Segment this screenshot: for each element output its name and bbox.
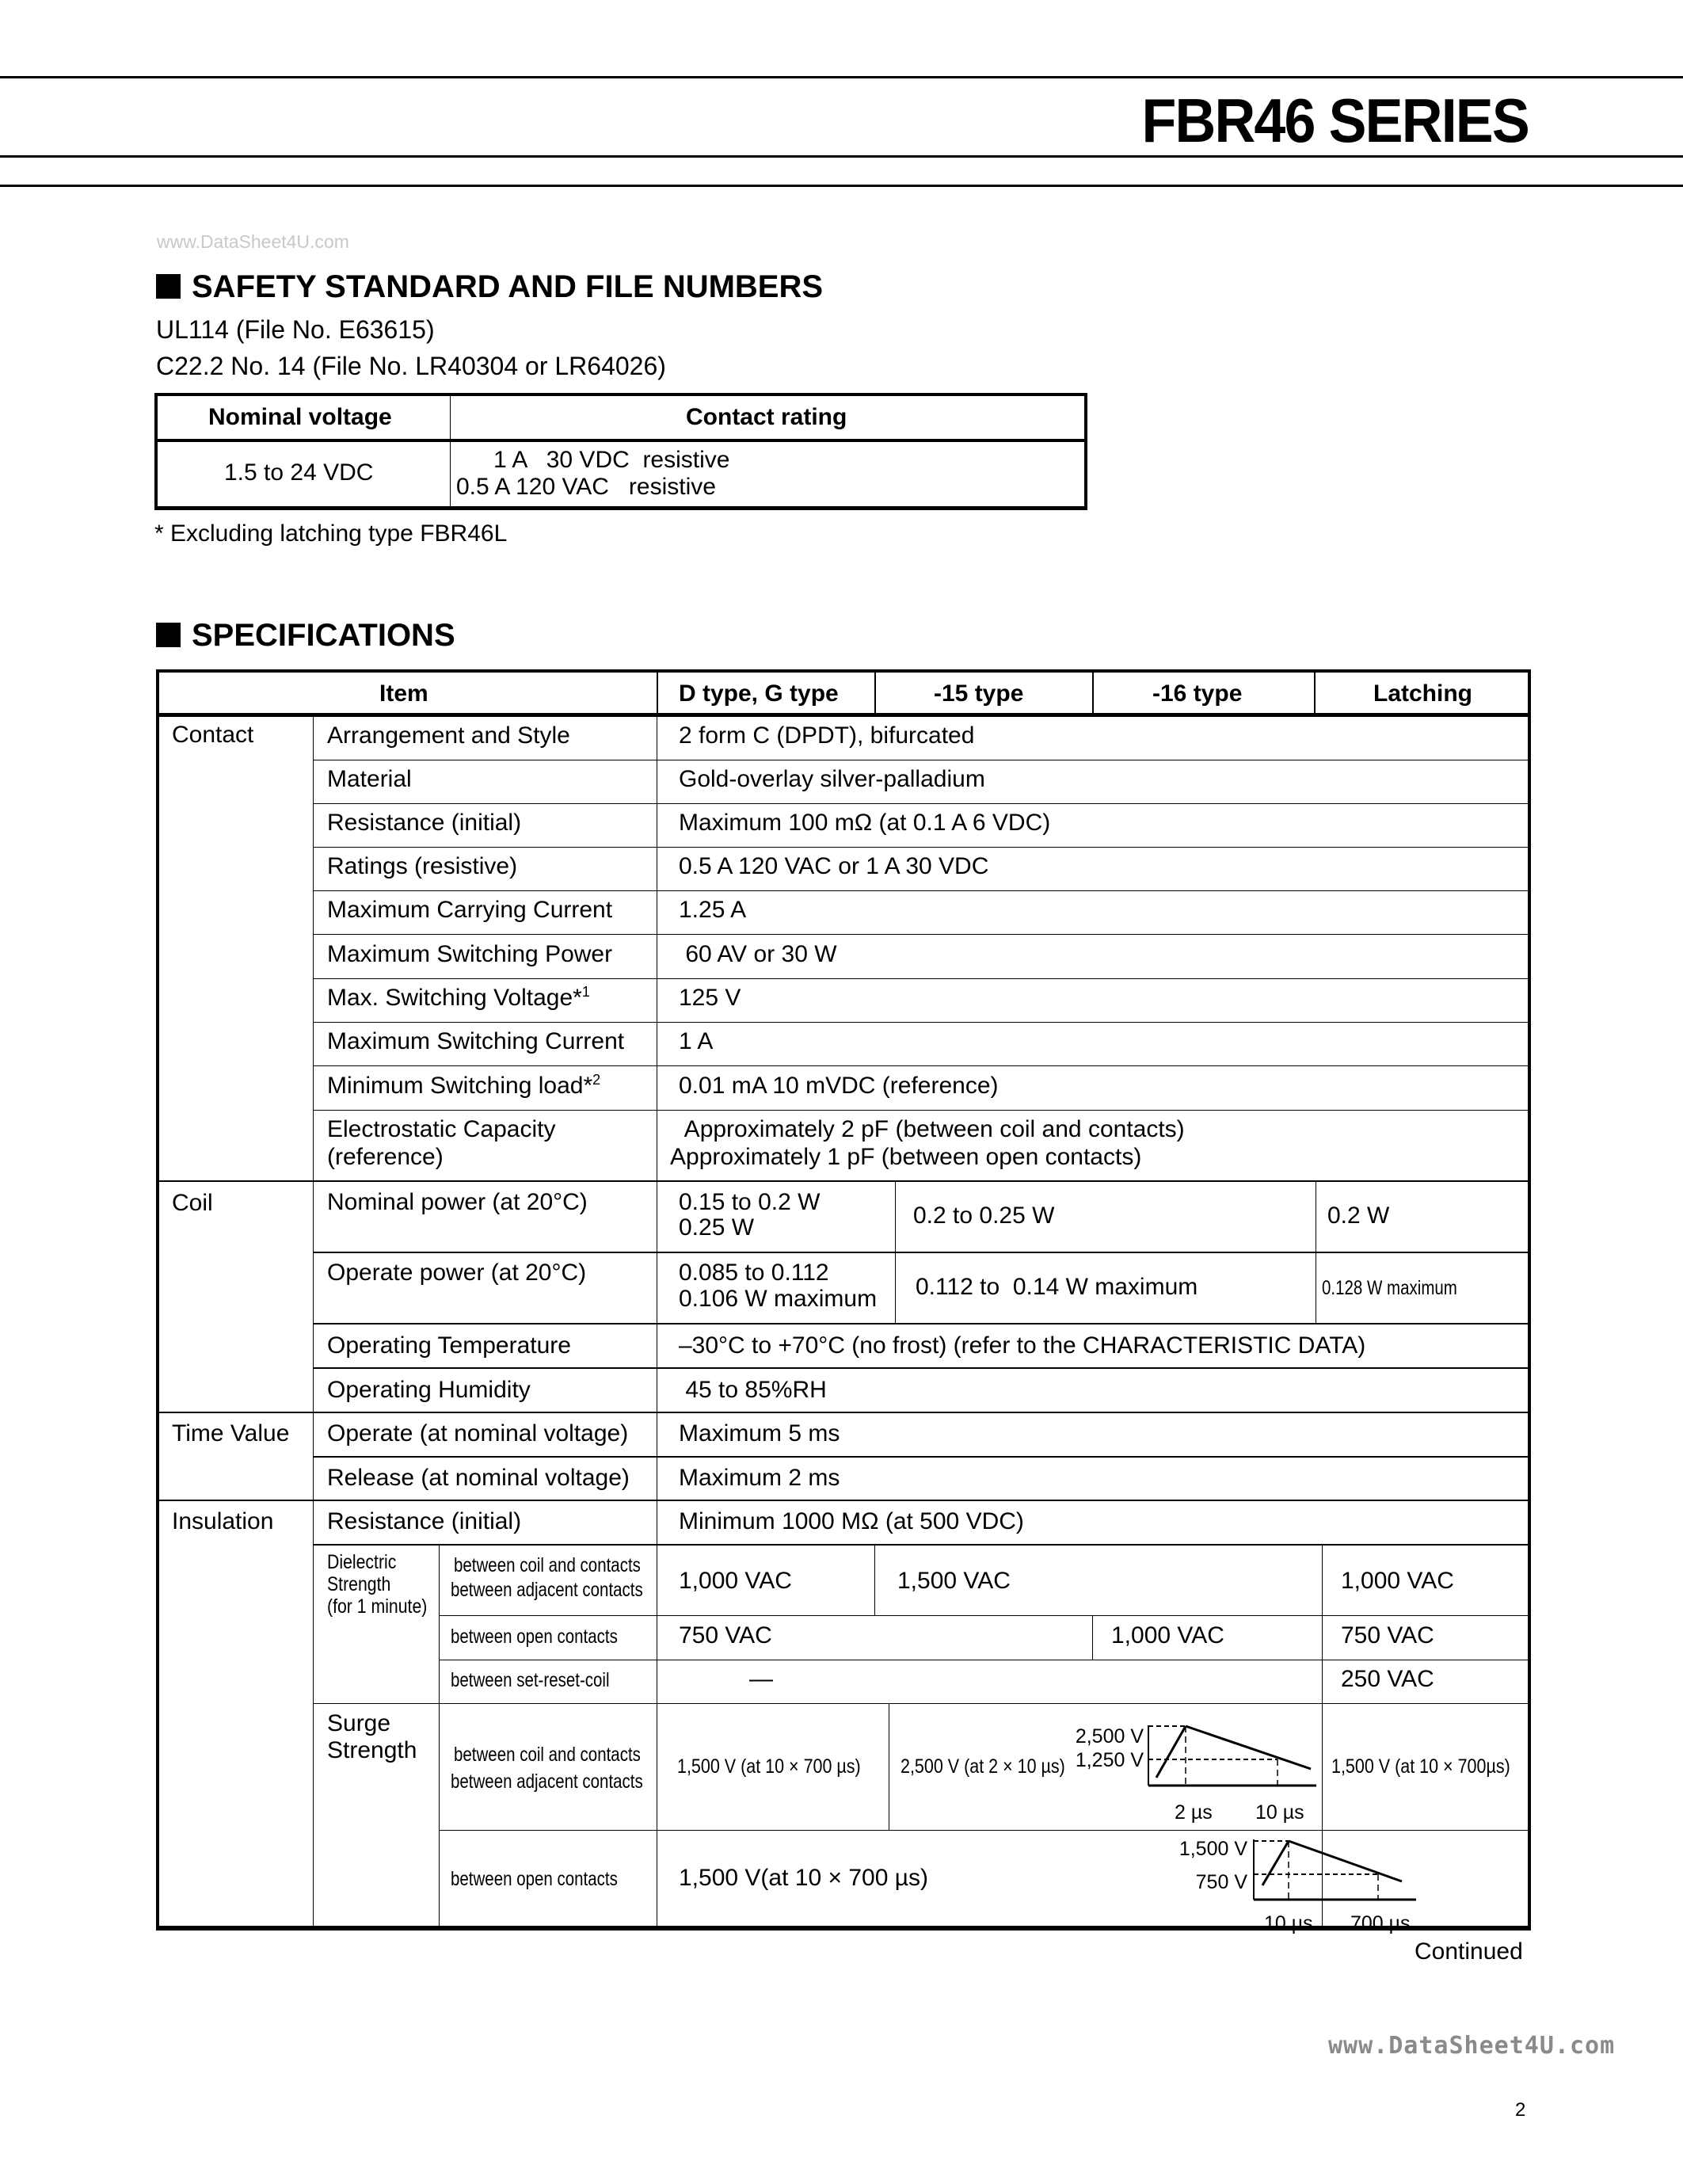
safety-header-voltage: Nominal voltage bbox=[208, 404, 392, 430]
value-nominal-power-dg-2: 0.25 W bbox=[679, 1214, 755, 1241]
item-max-switching-voltage: Max. Switching Voltage*$^1$ bbox=[327, 984, 590, 1011]
value-min-switching-load: 0.01 mA 10 mVDC (reference) bbox=[679, 1073, 999, 1099]
header-rule-top bbox=[0, 76, 1683, 78]
col-divider bbox=[657, 673, 658, 715]
surge-label-1: Surge bbox=[327, 1710, 391, 1736]
item-ratings: Ratings (resistive) bbox=[327, 853, 518, 879]
dielectric-label-1: Dielectric bbox=[327, 1551, 397, 1573]
group-time-value: Time Value bbox=[172, 1420, 290, 1446]
dielectric-set-reset-latching: 250 VAC bbox=[1341, 1666, 1434, 1692]
value-max-switching-voltage: 125 V bbox=[679, 985, 741, 1011]
value-max-carrying-current: 1.25 A bbox=[679, 897, 747, 923]
row-divider bbox=[439, 1830, 1528, 1831]
header-rule-bottom bbox=[0, 185, 1683, 187]
safety-line-ul: UL114 (File No. E63615) bbox=[156, 315, 435, 344]
surge-open-value: 1,500 V(at 10 × 700 µs) bbox=[679, 1865, 928, 1891]
item-operate-power: Operate power (at 20°C) bbox=[327, 1260, 587, 1286]
svg-text:1,250 V: 1,250 V bbox=[1075, 1749, 1144, 1771]
surge-sub-coil-contacts: between coil and contacts bbox=[454, 1744, 641, 1766]
value-nominal-power-dg-1: 0.15 to 0.2 W bbox=[679, 1189, 821, 1215]
safety-line-csa: C22.2 No. 14 (File No. LR40304 or LR64026) bbox=[156, 352, 666, 380]
group-insulation: Insulation bbox=[172, 1508, 274, 1534]
header-divider bbox=[159, 713, 1528, 717]
row-divider bbox=[313, 1367, 1528, 1369]
safety-contact-rating-1: 1 A 30 VDC resistive bbox=[493, 447, 730, 473]
header-latching: Latching bbox=[1373, 680, 1472, 707]
row-divider bbox=[313, 1022, 1528, 1023]
specifications-table bbox=[156, 669, 1531, 1931]
group-contact: Contact bbox=[172, 722, 254, 748]
svg-text:2,500 V: 2,500 V bbox=[1075, 1725, 1144, 1748]
group-col-divider bbox=[313, 717, 314, 1927]
group-coil: Coil bbox=[172, 1190, 213, 1216]
svg-text:700 µs: 700 µs bbox=[1350, 1912, 1411, 1934]
safety-col-divider bbox=[450, 396, 451, 507]
item-operating-temperature: Operating Temperature bbox=[327, 1332, 571, 1359]
square-bullet-icon bbox=[156, 623, 181, 647]
row-divider bbox=[313, 1544, 1528, 1546]
surge-sub-adjacent-contacts: between adjacent contacts bbox=[451, 1770, 643, 1793]
row-divider bbox=[313, 1456, 1528, 1458]
value-resistance: Maximum 100 mΩ (at 0.1 A 6 VDC) bbox=[679, 810, 1051, 836]
safety-header-rating: Contact rating bbox=[686, 404, 847, 430]
dielectric-open-latching: 750 VAC bbox=[1341, 1622, 1434, 1648]
dielectric-coil-15-16: 1,500 VAC bbox=[897, 1568, 1011, 1594]
value-arrangement: 2 form C (DPDT), bifurcated bbox=[679, 722, 975, 749]
col-divider bbox=[1092, 673, 1094, 715]
dielectric-label-2: Strength bbox=[327, 1573, 391, 1595]
value-operate-power-latching: 0.128 W maximum bbox=[1322, 1277, 1457, 1299]
item-nominal-power: Nominal power (at 20°C) bbox=[327, 1189, 588, 1215]
surge-coil-dg: 1,500 V (at 10 × 700 µs) bbox=[677, 1755, 861, 1778]
row-divider bbox=[313, 803, 1528, 804]
value-insulation-resistance: Minimum 1000 MΩ (at 500 VDC) bbox=[679, 1508, 1024, 1534]
safety-contact-rating-2: 0.5 A 120 VAC resistive bbox=[456, 474, 716, 500]
dielectric-coil-latching: 1,000 VAC bbox=[1341, 1568, 1454, 1594]
value-nominal-power-15-16: 0.2 to 0.25 W bbox=[913, 1203, 1055, 1229]
value-electrostatic-1: Approximately 2 pF (between coil and contacts) bbox=[679, 1116, 1185, 1142]
item-material: Material bbox=[327, 766, 412, 792]
value-operate-time: Maximum 5 ms bbox=[679, 1420, 840, 1446]
surge-waveform-diagram-2x10 bbox=[1061, 1719, 1323, 1830]
square-bullet-icon bbox=[156, 274, 181, 299]
col-divider bbox=[874, 1544, 875, 1615]
header-rule-mid bbox=[0, 155, 1683, 158]
value-max-switching-current: 1 A bbox=[679, 1028, 714, 1054]
item-electrostatic-capacity: Electrostatic Capacity bbox=[327, 1116, 556, 1142]
value-operate-power-dg-2: 0.106 W maximum bbox=[679, 1286, 878, 1312]
item-max-switching-current: Maximum Switching Current bbox=[327, 1028, 625, 1054]
item-electrostatic-capacity-ref: (reference) bbox=[327, 1144, 444, 1170]
svg-text:750 V: 750 V bbox=[1195, 1871, 1247, 1893]
group-divider bbox=[159, 1500, 1528, 1501]
dielectric-coil-dg: 1,000 VAC bbox=[679, 1568, 792, 1594]
watermark: www.DataSheet4U.com bbox=[157, 231, 349, 252]
header-16-type: -16 type bbox=[1152, 680, 1243, 707]
row-divider bbox=[313, 1323, 1528, 1325]
value-electrostatic-2: Approximately 1 pF (between open contacts) bbox=[670, 1144, 1142, 1170]
continued-label: Continued bbox=[1415, 1938, 1523, 1965]
dielectric-sub-open-contacts: between open contacts bbox=[451, 1626, 618, 1648]
dielectric-set-reset-non-latching: — bbox=[749, 1666, 773, 1692]
row-divider bbox=[313, 890, 1528, 891]
svg-text:2 µs: 2 µs bbox=[1175, 1801, 1213, 1824]
row-divider bbox=[313, 1252, 1528, 1253]
svg-text:10 µs: 10 µs bbox=[1255, 1801, 1304, 1824]
row-divider bbox=[313, 1110, 1528, 1111]
value-operate-power-dg-1: 0.085 to 0.112 bbox=[679, 1260, 829, 1286]
dielectric-sub-coil-contacts: between coil and contacts bbox=[454, 1554, 641, 1576]
svg-text:1,500 V: 1,500 V bbox=[1178, 1838, 1247, 1860]
safety-heading: SAFETY STANDARD AND FILE NUMBERS bbox=[156, 269, 823, 304]
row-divider bbox=[313, 847, 1528, 848]
header-item: Item bbox=[379, 680, 428, 707]
header-15-type: -15 type bbox=[934, 680, 1024, 707]
header-d-g-type: D type, G type bbox=[679, 680, 839, 707]
item-operate-time: Operate (at nominal voltage) bbox=[327, 1420, 629, 1446]
surge-coil-latching: 1,500 V (at 10 × 700µs) bbox=[1331, 1755, 1510, 1778]
dielectric-open-16: 1,000 VAC bbox=[1111, 1622, 1224, 1648]
safety-table bbox=[154, 393, 1087, 510]
row-divider bbox=[313, 1703, 1528, 1704]
safety-header-divider bbox=[158, 439, 1084, 442]
item-min-switching-load: Minimum Switching load*$^2$ bbox=[327, 1072, 601, 1099]
value-release-time: Maximum 2 ms bbox=[679, 1465, 840, 1491]
value-max-switching-power: 60 AV or 30 W bbox=[679, 941, 837, 967]
surge-coil-15-16: 2,500 V (at 2 × 10 µs) bbox=[901, 1755, 1065, 1778]
page-title: FBR46 SERIES bbox=[1141, 86, 1529, 155]
safety-footnote: * Excluding latching type FBR46L bbox=[154, 520, 508, 547]
item-max-carrying-current: Maximum Carrying Current bbox=[327, 897, 613, 923]
col-divider bbox=[874, 673, 876, 715]
value-material: Gold-overlay silver-palladium bbox=[679, 766, 985, 792]
row-divider bbox=[313, 978, 1528, 979]
item-max-switching-power: Maximum Switching Power bbox=[327, 941, 613, 967]
row-divider bbox=[439, 1615, 1528, 1616]
safety-nominal-voltage: 1.5 to 24 VDC bbox=[224, 459, 374, 486]
dielectric-label-3: (for 1 minute) bbox=[327, 1595, 428, 1618]
svg-text:10 µs: 10 µs bbox=[1264, 1912, 1313, 1934]
col-divider bbox=[1092, 1615, 1093, 1660]
surge-label-2: Strength bbox=[327, 1737, 417, 1763]
value-operating-temperature: –30°C to +70°C (no frost) (refer to the CHARACTERISTIC DATA) bbox=[679, 1332, 1366, 1359]
group-divider bbox=[159, 1412, 1528, 1413]
surge-sub-open-contacts: between open contacts bbox=[451, 1868, 618, 1890]
dielectric-sub-adjacent-contacts: between adjacent contacts bbox=[451, 1579, 643, 1601]
dielectric-sub-set-reset: between set-reset-coil bbox=[451, 1669, 610, 1691]
value-operate-power-15-16: 0.112 to 0.14 W maximum bbox=[916, 1274, 1198, 1300]
sublabel-col-divider bbox=[439, 1544, 440, 1927]
page-number: 2 bbox=[1515, 2099, 1526, 2121]
item-arrangement: Arrangement and Style bbox=[327, 722, 570, 749]
value-operating-humidity: 45 to 85%RH bbox=[679, 1377, 827, 1403]
col-divider bbox=[1314, 673, 1316, 715]
value-ratings: 0.5 A 120 VAC or 1 A 30 VDC bbox=[679, 853, 989, 879]
item-release-time: Release (at nominal voltage) bbox=[327, 1465, 630, 1491]
row-divider bbox=[313, 934, 1528, 935]
footer-watermark: www.DataSheet4U.com bbox=[1328, 2032, 1616, 2060]
specifications-heading: SPECIFICATIONS bbox=[156, 618, 455, 653]
dielectric-open-dg-15: 750 VAC bbox=[679, 1622, 772, 1648]
row-divider bbox=[313, 1065, 1528, 1066]
item-operating-humidity: Operating Humidity bbox=[327, 1377, 531, 1403]
group-divider bbox=[159, 1180, 1528, 1182]
value-nominal-power-latching: 0.2 W bbox=[1327, 1203, 1390, 1229]
item-resistance: Resistance (initial) bbox=[327, 810, 522, 836]
surge-waveform-diagram-10x700 bbox=[1164, 1835, 1418, 1934]
item-insulation-resistance: Resistance (initial) bbox=[327, 1508, 522, 1534]
